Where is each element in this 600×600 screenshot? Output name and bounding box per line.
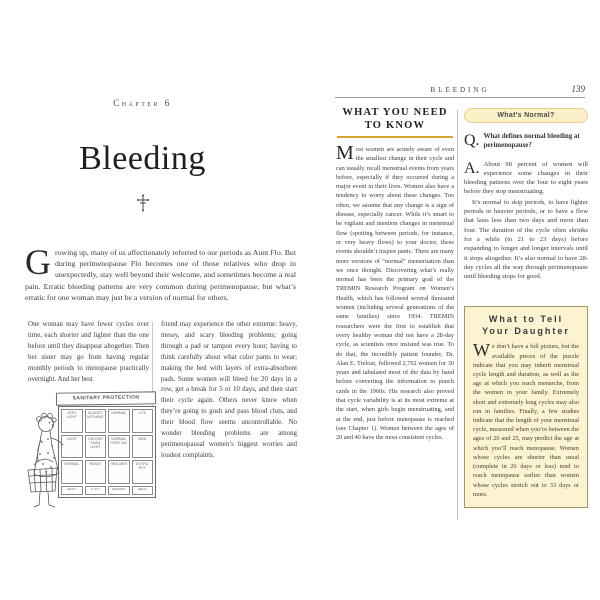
whats-normal-column [464, 108, 588, 508]
question-text: What defines normal bleeding at perimenopause? [483, 133, 580, 150]
what-to-tell-your-daughter-box [464, 306, 588, 507]
section-heading [336, 107, 454, 132]
heading-underline [337, 136, 453, 138]
shelf-box: LIGHTER THAN LIGHT [85, 435, 107, 459]
box-title-line2: Your Daughter [482, 325, 570, 336]
running-head: BLEEDING [430, 86, 490, 94]
box-title-line1: What to Tell [488, 314, 564, 325]
what-you-need-column [336, 107, 454, 443]
shelf-box: NORMAL [108, 409, 130, 433]
answer-block [464, 160, 588, 282]
shelf-box: HEAVY [85, 460, 107, 484]
box-body [473, 342, 579, 498]
body-text: ost women are acutely aware of even the smallest change in their cycle and can usually recall menstrual events from years before, especially if they occurred during a major event in their lives. Women also have a tendency to worry about these changes. Too often, we assume that any change is a sign of disease, especially cancer. While it’s smart to be vigilant and mention changes in menstrual flow (spotting between periods, for instance, or very heavy flows) to your doctor, these events shouldn’t inspire panic. There are many more versions of “normal” menstruation than we once thought. Discovering what’s really normal has been the primary goal of the TREMIN Research Program on Women’s Health, which has followed several thousand women (including several generations of the same families) since 1934. TREMIN researchers were the first to establish that every healthy woman did not have a 28-day cycle, as scientists once insisted was true. To do that, the incredibly patient founder, Dr. Alan E. Treloar, followed 2,702 women for 30 years and tabulated most of the data by hand before converting the information to punch cards in the 1960s. His research also proved that cycle variability is at its most extreme at the start, when girls begin menstruating, and at the end, just before menopause is reached (see Chapter 1). Women between the ages of 20 and 40 have the most consistent cycles. [336, 146, 454, 442]
page-number: 139 [571, 84, 585, 94]
left-page-column-left: One woman may have fewer cycles over time, each shorter and lighter than the one before until they disappear altogether. Then her sister may go from having regular monthly periods to menopause practically overnight. And her best [28, 321, 149, 383]
shelf-box: ALMOST NOTHING [85, 409, 107, 433]
header-rule [335, 97, 585, 98]
section-heading-line1: WHAT YOU NEED [342, 107, 448, 118]
what-you-need-body [336, 142, 454, 443]
shelf-box: HEA-VIER [108, 460, 130, 484]
shopper-figure [26, 412, 70, 512]
shelf-box: HEAVIEST [108, 486, 130, 495]
shelf-box: LITE [132, 409, 154, 433]
box-body-text: e don’t have a full picture, but the available pieces of the puzzle indicate that you may inherit menstrual cycle length and duration, as well as the age at which you reach menarche, from the women in your family. Extremely short and extremely long cycles may also run in families. Finally, a few studies indicate that the length of your menstrual cycle, measured when you’re between the ages of 20 and 25, may predict the age at which you’ll reach menopause. Women whose cycles are shorter than usual (complete in 26 days or less) tend to reach menopause earlier than women whose cycles stretch out to 33 days or more. [473, 343, 579, 498]
page-title: Bleeding [79, 140, 206, 177]
sanitary-protection-cartoon [26, 392, 166, 518]
shelf-box: LIGHT [61, 435, 83, 459]
shelf-box: NEW [132, 435, 154, 459]
body-dropcap: M [336, 142, 354, 164]
shelf-box: HEAVY [61, 486, 83, 495]
cartoon-sign: SANITARY PROTECTION [56, 391, 156, 405]
answer-paragraph-2: It’s normal to skip periods, to have lighter periods or heavier periods, or to have a flow that lasts less than two days and more than four. The duration of the cycle often shrinks for a while (to 21 to 23 days) before expanding to longer and longer intervals until it stops altogether. It’s also normal to have 28-day cycles all the way through perimenopause until bleeding stops for good. [464, 198, 588, 281]
box-title [473, 314, 579, 337]
intro-paragraph [25, 242, 296, 303]
left-page-column-right: friend may experience the other extreme: heavy, messy, and scary bleeding problems; going through a pad or tampon every hour; having to think carefully about what color pants to wear; making the bed with layers of extra-absorbent pads. Some women will bleed for 20 days in a row, get a break for 5 or 10 days, and then start their cycle again. Others never know when they’re going to gush and pass blood clots, and their blood flow seems uncontrollable. No wonder bleeding problems are among perimenopausal women’s biggest worries and loudest complaints. [161, 321, 297, 459]
box-dropcap: W [473, 340, 490, 361]
right-page-column-divider [457, 110, 458, 520]
answer-paragraph-1: About 90 percent of women will experience some changes in their bleeding patterns over the four to eight years before they stop menstruating. [464, 160, 588, 196]
intro-text: rowing up, many of us affectionately referred to our periods as Aunt Flo. But during perimenopause Flo becomes one of those relatives who drop in unexpectedly, stay well beyond their welcome, and sometimes become a real pain. Erratic bleeding patterns are very common during perimenopause, but what’s erratic for one woman may just be a version of normal for others. [25, 248, 296, 302]
section-heading-line2: TO KNOW [364, 119, 426, 131]
shelf-box: NORMAL FIRST AID [108, 435, 130, 459]
answer-letter: A. [464, 159, 480, 177]
shelf-box: NORMAL [61, 460, 83, 484]
whats-normal-pill: What's Normal? [464, 108, 588, 123]
intro-dropcap: G [25, 242, 51, 282]
shelf-box: VERY LIGHT [61, 409, 83, 433]
shelf-box: V. HVY [85, 486, 107, 495]
shelf-box: EXTRA HVY [132, 460, 154, 484]
question-letter: Q. [464, 132, 480, 149]
cartoon-shelf [58, 406, 156, 498]
chapter-label: Chapter 6 [113, 98, 172, 108]
question-block [464, 132, 588, 151]
shelf-box: MEGA [132, 486, 154, 495]
section-ornament-icon [25, 194, 260, 217]
